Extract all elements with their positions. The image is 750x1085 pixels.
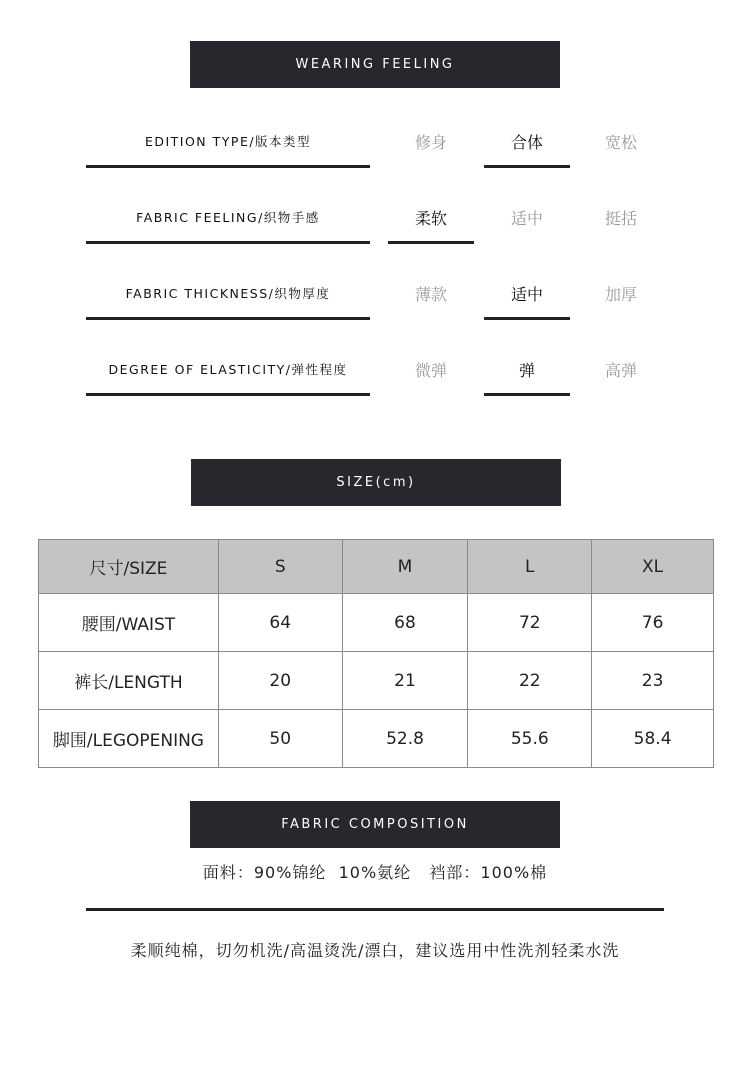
table-row (39, 652, 714, 710)
wearing-feeling-banner (190, 41, 560, 88)
feel-option: 加厚 (604, 284, 637, 304)
feel-label-underline (86, 241, 370, 244)
feel-option: 弹 (518, 360, 535, 380)
table-cell: 76 (592, 594, 714, 652)
table-cell: 腰围/WAIST (39, 594, 219, 652)
feel-row-edition-type (86, 118, 656, 168)
table-cell: 64 (218, 594, 342, 652)
feel-label-underline (86, 317, 370, 320)
selected-underline (484, 317, 570, 320)
section-divider (86, 908, 664, 911)
fabric-composition-banner (190, 801, 560, 848)
care-instructions: 柔顺纯棉，切勿机洗/高温烫洗/漂白，建议选用中性洗剂轻柔水洗 (130, 941, 620, 960)
wearing-feeling-title: WEARING FEELING (295, 57, 455, 72)
selected-underline (484, 393, 570, 396)
feel-option: 挺括 (604, 208, 637, 228)
table-cell: 21 (342, 652, 468, 710)
selected-underline (484, 165, 570, 168)
table-row (39, 594, 714, 652)
feel-row-elasticity (86, 346, 656, 396)
feel-option: 宽松 (604, 132, 637, 152)
feel-row-fabric-feeling (86, 194, 656, 244)
feel-option: 适中 (510, 284, 543, 304)
size-banner (191, 459, 561, 506)
feel-option: 薄款 (414, 284, 447, 304)
table-cell: 脚围/LEGOPENING (39, 710, 219, 768)
header-cell: S (218, 540, 342, 594)
table-cell: 52.8 (342, 710, 468, 768)
table-cell: 20 (218, 652, 342, 710)
header-cell: 尺寸/SIZE (39, 540, 219, 594)
feel-option: 柔软 (414, 208, 447, 228)
feel-option: 修身 (414, 132, 447, 152)
header-cell: M (342, 540, 468, 594)
feel-option: 微弹 (414, 360, 447, 380)
table-cell: 23 (592, 652, 714, 710)
feel-label: FABRIC FEELING/织物手感 (136, 210, 320, 225)
size-table (38, 539, 714, 768)
table-cell: 58.4 (592, 710, 714, 768)
header-cell: L (468, 540, 592, 594)
feel-label-underline (86, 393, 370, 396)
table-cell: 50 (218, 710, 342, 768)
table-cell: 22 (468, 652, 592, 710)
table-row (39, 710, 714, 768)
feel-option: 合体 (510, 132, 543, 152)
table-cell: 裤长/LENGTH (39, 652, 219, 710)
feel-option: 适中 (510, 208, 543, 228)
feel-option: 高弹 (604, 360, 637, 380)
feel-label: DEGREE OF ELASTICITY/弹性程度 (108, 362, 348, 377)
feel-row-fabric-thickness (86, 270, 656, 320)
feel-label-underline (86, 165, 370, 168)
header-cell: XL (592, 540, 714, 594)
table-cell: 68 (342, 594, 468, 652)
feel-label: FABRIC THICKNESS/织物厚度 (125, 286, 331, 301)
feel-label: EDITION TYPE/版本类型 (144, 134, 312, 149)
size-title: SIZE(cm) (336, 475, 416, 490)
selected-underline (388, 241, 474, 244)
fabric-composition-title: FABRIC COMPOSITION (281, 817, 469, 832)
size-header-row (39, 540, 714, 594)
table-cell: 55.6 (468, 710, 592, 768)
composition-text: 面料：90%锦纶 10%氨纶 裆部：100%棉 (202, 863, 548, 882)
table-cell: 72 (468, 594, 592, 652)
